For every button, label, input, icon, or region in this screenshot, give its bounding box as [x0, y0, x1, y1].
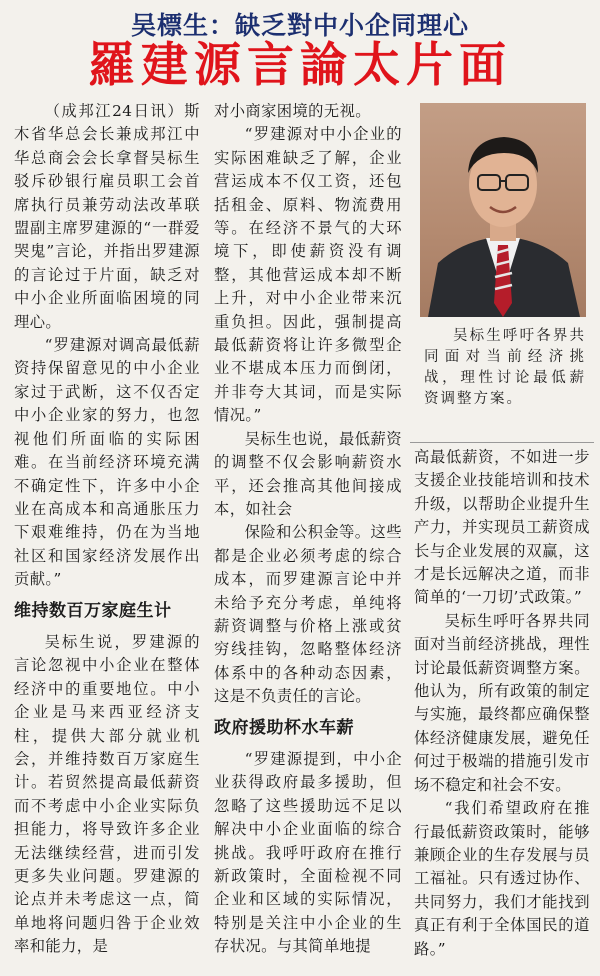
- portrait-illustration: [420, 103, 586, 317]
- paragraph: 高最低薪资，不如进一步支援企业技能培训和技术升级，以帮助企业提升生产力，并实现员工薪资成长与企业发展的双赢，这才是长远解决之道，而非简单的‘一刀切’式政策。”: [414, 448, 590, 607]
- section-heading: 政府援助杯水车薪: [214, 717, 354, 738]
- portrait-photo: [420, 103, 586, 317]
- article-column-2: [214, 100, 402, 959]
- article-column-1: [14, 100, 200, 959]
- paragraph: 对小商家困境的无视。: [214, 102, 371, 120]
- article-column-3: [414, 446, 590, 961]
- paragraph: 吴标生也说，最低薪资的调整不仅会影响薪资水平，还会推高其他间接成本，如社会: [214, 429, 402, 518]
- paragraph: 吴标生呼吁各界共同面对当前经济挑战，理性讨论最低薪资调整方案。他认为，所有政策的制定与实施，最终都应确保整体经济健康发展，避免任何过于极端的措施引发市场不稳定和社会不安。: [414, 611, 590, 794]
- paragraph: “我们希望政府在推行最低薪资政策时，能够兼顾企业的生存发展与员工福祉。只有透过协作、共同努力，我们才能找到真正有利于全体国民的道路。”: [414, 799, 590, 958]
- paragraph: 保险和公积金等。这些都是企业必须考虑的综合成本，而罗建源言论中并未给予充分考虑，单纯将薪资调整与价格上涨或贫穷线挂钩，忽略整体经济体系中的各种动态因素，这是不负责任的言论。: [214, 523, 402, 706]
- paragraph: “罗建源提到，中小企业获得政府最多援助，但忽略了这些援助远不足以解决中小企业面临的综合挑战。我呼吁政府在推行新政策时，全面检视不同企业和区域的实际情况，特别是关注中小企业的生存状况。与其简单地提: [214, 749, 402, 956]
- paragraph: （成邦江24日讯）斯木省华总会长兼成邦江中华总商会会长拿督吴标生驳斥砂银行雇员职工会首席执行员兼劳动法改革联盟副主席罗建源的“一群爱哭鬼”言论，并指出罗建源的言论过于片面，缺乏对中小企业所面临困境的同理心。: [14, 102, 200, 331]
- paragraph: 吴标生说，罗建源的言论忽视中小企业在整体经济中的重要地位。中小企业是马来西亚经济支柱，提供大部分就业机会，并维持数百万家庭生计。若贸然提高最低薪资而不考虑中小企业实际负担能力，将导致许多企业无法继续经营，进而引发更多失业问题。罗建源的论点并未考虑这一点，简单地将问题归咎于企业效率和能力，是: [14, 632, 200, 956]
- paragraph: “罗建源对中小企业的实际困难缺乏了解，企业营运成本不仅工资，还包括租金、原料、物流费用等。在经济不景气的大环境下，即使薪资没有调整，其他营运成本却不断上升，对中小企业带来沉重负担。因此，强制提高最低薪资将让许多微型企业不堪成本压力而倒闭，并非夸大其词，而是实际情况。”: [214, 125, 402, 425]
- caption-text: 吴标生呼吁各界共同面对当前经济挑战，理性讨论最低薪资调整方案。: [424, 328, 586, 407]
- headline: 羅建源言論太片面: [88, 38, 512, 93]
- kicker-subheadline: 吴標生：缺乏對中小企同理心: [130, 11, 469, 40]
- divider: [410, 442, 594, 443]
- paragraph: “罗建源对调高最低薪资持保留意见的中小企业家过于武断，这不仅否定中小企业家的努力，也忽视他们所面临的实际困难。在当前经济环境充满不确定性下，许多中小企业在高成本和高通胀压力下艰难维持，仍在为当地社区和国家经济发展作出贡献。”: [14, 336, 200, 589]
- section-heading: 维持数百万家庭生计: [14, 600, 172, 621]
- photo-caption: [424, 326, 586, 410]
